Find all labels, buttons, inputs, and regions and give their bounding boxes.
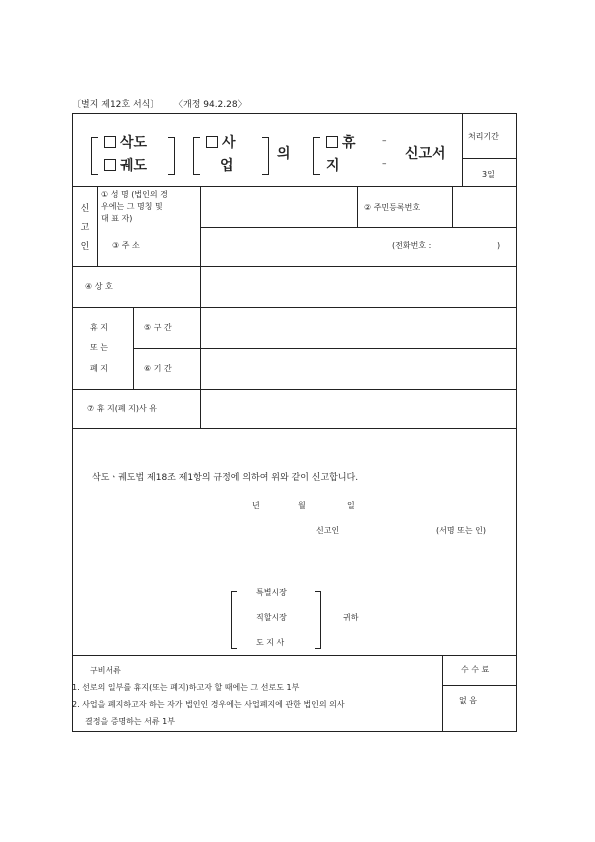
section-label: ⑤ 구 간 — [144, 323, 172, 332]
document-item-2: 2. 사업을 폐지하고자 하는 자가 법인인 경우에는 사업폐지에 관한 법인의 의사 — [72, 700, 345, 709]
period-label: ⑥ 기 간 — [144, 364, 172, 373]
recipient-governor: 도 지 사 — [256, 638, 285, 647]
fee-value: 없 음 — [459, 696, 477, 705]
phone-label: (전화번호 : — [392, 241, 432, 250]
recipient-direct-city: 직할시장 — [256, 613, 287, 622]
reporter-label: 신고인 — [316, 526, 340, 535]
checkbox-icon[interactable] — [104, 159, 116, 171]
reason-label: ⑦ 휴 지(폐 지)사 유 — [87, 404, 157, 413]
checkbox-icon[interactable] — [206, 136, 218, 148]
addressee: 귀하 — [343, 613, 359, 622]
period-field[interactable] — [203, 352, 513, 386]
document-item-2-cont: 결정을 증명하는 서류 1부 — [85, 717, 175, 726]
fee-label: 수 수 료 — [461, 665, 490, 674]
option-cable-car: 삭도 — [120, 135, 148, 151]
title-particle: 의 — [277, 146, 291, 162]
resident-number-label: ② 주민등록번호 — [364, 203, 421, 212]
date-year: 년 — [252, 501, 260, 510]
checkbox-icon[interactable] — [104, 136, 116, 148]
form-number: 〔별지 제12호 서식〕 — [72, 100, 160, 110]
applicant-name-field[interactable] — [203, 190, 353, 224]
title-report: 신고서 — [405, 146, 446, 162]
reason-field[interactable] — [203, 393, 513, 425]
revision-note: 〈개정 94.2.28〉 — [174, 100, 247, 110]
processing-label: 처리기간 — [468, 132, 499, 141]
recipient-bracket-right — [315, 591, 321, 649]
section-field[interactable] — [203, 311, 513, 345]
documents-heading: 구비서류 — [90, 666, 121, 675]
option-business-1: 사 — [222, 135, 236, 151]
declaration-statement: 삭도ㆍ궤도법 제18조 제1항의 규정에 의하여 위와 같이 신고합니다. — [92, 473, 359, 483]
option-suspend-2: 지 — [326, 158, 340, 174]
recipient-bracket-left — [231, 591, 237, 649]
signature-note: (서명 또는 인) — [436, 526, 486, 535]
address-field[interactable] — [203, 231, 383, 263]
applicant-section-label: 신 고 인 — [80, 204, 90, 252]
address-label: ③ 주 소 — [112, 241, 140, 250]
trade-name-label: ④ 상 호 — [85, 282, 113, 291]
document-item-1: 1. 선로의 일부를 휴지(또는 폐지)하고자 할 때에는 그 선로도 1부 — [72, 683, 300, 692]
option-suspend: 휴 — [342, 135, 356, 151]
date-month: 월 — [298, 501, 306, 510]
option-track: 궤도 — [120, 158, 148, 174]
processing-value: 3일 — [482, 170, 495, 179]
recipient-special-city: 특별시장 — [256, 588, 287, 597]
option-business-2: 업 — [220, 158, 234, 174]
checkbox-icon[interactable] — [326, 136, 338, 148]
trade-name-field[interactable] — [203, 270, 513, 304]
date-day: 일 — [347, 501, 355, 510]
resident-number-field[interactable] — [455, 190, 515, 224]
